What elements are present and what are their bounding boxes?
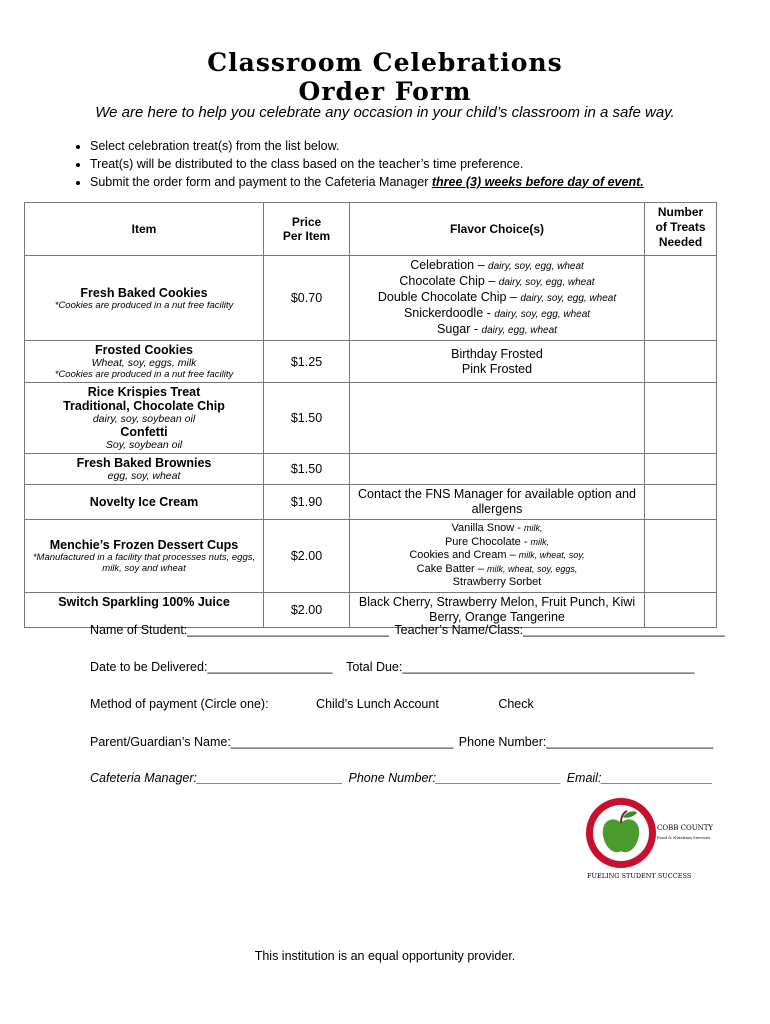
item-name: Rice Krispies Treat [87, 385, 201, 399]
flavor-allergens: dairy, soy, egg, wheat [498, 277, 595, 288]
flavor-allergens: milk, wheat, soy, eggs, [486, 563, 578, 574]
flavor-option [353, 563, 641, 577]
item-note: *Manufactured in a facility that processes nuts, eggs, milk, soy and wheat [32, 551, 256, 574]
price-cell: $2.00 [264, 520, 350, 593]
header-num-l2: of Treats [655, 220, 706, 234]
date-label: Date to be Delivered: [90, 660, 208, 674]
item-name: Confetti [120, 425, 168, 439]
item-name: Fresh Baked Cookies [80, 285, 208, 300]
flavor-name: Chocolate Chip – [399, 274, 499, 288]
parent-name-field[interactable]: ________________________________ [230, 735, 454, 749]
item-cell [25, 454, 264, 485]
header-number [645, 203, 717, 256]
teacher-label: Teacher’s Name/Class: [394, 623, 524, 637]
item-allergens: egg, soy, wheat [107, 470, 181, 482]
logo-subname: Food & Nutrition Services [657, 835, 711, 840]
header-flavor: Flavor Choice(s) [350, 203, 645, 256]
item-cell [25, 592, 264, 627]
flavor-cell [350, 256, 645, 341]
flavor-option: Pink Frosted [461, 361, 533, 376]
flavor-allergens: dairy, soy, egg, wheat [494, 309, 591, 320]
payment-label: Method of payment (Circle one): [90, 697, 269, 711]
quantity-cell[interactable] [645, 520, 717, 593]
parent-phone-field[interactable]: ________________________ [546, 735, 714, 749]
flavor-option [353, 549, 641, 563]
deadline-text: three (3) weeks before day of event. [431, 175, 644, 189]
flavor-option [353, 306, 641, 322]
flavor-name: Cake Batter – [416, 562, 487, 575]
form-subtitle: We are here to help you celebrate any occasion in your child’s classroom in a safe way. [95, 104, 675, 121]
flavor-name: Cookies and Cream – [409, 549, 519, 561]
quantity-cell[interactable] [645, 454, 717, 485]
instructions-list [50, 137, 644, 191]
footer-statement: This institution is an equal opportunity provider. [254, 949, 516, 963]
header-num-l1: Number [657, 205, 704, 219]
total-due-field[interactable]: __________________________________________ [402, 660, 695, 674]
logo-name: COBB COUNTY [657, 824, 713, 832]
flavor-name: Snickerdoodle - [403, 306, 495, 320]
flavor-allergens: milk, [524, 523, 543, 533]
phone-label: Phone Number: [458, 735, 547, 749]
item-name: Menchie’s Frozen Dessert Cups [49, 537, 239, 552]
flavor-option [353, 258, 641, 274]
apple-logo-icon [583, 795, 713, 885]
email-field[interactable]: ________________ [601, 771, 713, 785]
total-label: Total Due: [346, 660, 403, 674]
flavor-cell [350, 520, 645, 593]
flavor-option [353, 322, 641, 338]
logo-tagline: FUELING STUDENT SUCCESS [587, 872, 692, 880]
quantity-cell[interactable] [645, 383, 717, 454]
manager-phone-label: Phone Number: [348, 771, 437, 785]
flavor-cell [350, 341, 645, 383]
flavor-allergens: dairy, soy, egg, wheat [488, 261, 584, 272]
flavor-option: Birthday Frosted [451, 346, 543, 361]
item-allergens: Wheat, soy, eggs, milk [91, 357, 197, 369]
flavor-name: Celebration – [410, 258, 489, 272]
flavor-name: Vanilla Snow - [451, 522, 525, 534]
flavor-option [353, 576, 641, 590]
instruction-item [90, 173, 644, 191]
item-cell [25, 383, 264, 454]
flavor-option [353, 536, 641, 550]
flavor-cell: Black Cherry, Strawberry Melon, Fruit Punch, Kiwi Berry, Orange Tangerine [350, 592, 645, 627]
item-name: Frosted Cookies [95, 343, 193, 357]
instruction-item: • Treat(s) will be distributed to the class based on the teacher’s time preference. [90, 155, 644, 173]
student-teacher-line [90, 623, 725, 637]
item-note: *Cookies are produced in a nut free facility [54, 299, 234, 311]
table-row [25, 520, 717, 593]
table-row [25, 592, 717, 627]
item-allergens: Soy, soybean oil [105, 439, 183, 451]
item-name: Novelty Ice Cream [89, 495, 199, 509]
parent-label: Parent/Guardian’s Name: [90, 735, 231, 749]
price-cell: $1.25 [264, 341, 350, 383]
flavor-allergens: milk, [530, 536, 550, 547]
flavor-name: Pure Chocolate - [444, 535, 531, 548]
payment-option-check[interactable]: Check [498, 697, 534, 711]
table-row [25, 341, 717, 383]
header-price-l2: Per Item [282, 229, 331, 243]
item-note: *Cookies are produced in a nut free facility [54, 369, 234, 380]
price-cell: $2.00 [264, 592, 350, 627]
form-title-line1: Classroom Celebrations [207, 48, 563, 77]
flavor-allergens: milk, wheat, soy, [518, 550, 585, 560]
header-price-l1: Price [291, 215, 322, 229]
item-name: Fresh Baked Brownies [76, 456, 212, 470]
quantity-cell[interactable] [645, 485, 717, 520]
payment-option-lunch-account[interactable]: Child’s Lunch Account [316, 697, 439, 711]
price-cell: $1.90 [264, 485, 350, 520]
manager-line [90, 771, 713, 785]
item-cell [25, 341, 264, 383]
flavor-name: Double Chocolate Chip – [377, 290, 521, 304]
payment-line [90, 697, 534, 711]
teacher-name-field[interactable]: _____________________________ [523, 623, 725, 637]
flavor-cell: Contact the FNS Manager for available option and allergens [350, 485, 645, 520]
parent-phone-line [90, 735, 713, 749]
manager-name-field[interactable]: _____________________ [197, 771, 344, 785]
table-row [25, 256, 717, 341]
header-item: Item [25, 203, 264, 256]
district-logo [583, 795, 713, 885]
form-title-line2: Order Form [298, 77, 472, 106]
manager-phone-field[interactable]: __________________ [436, 771, 562, 785]
flavor-allergens: dairy, egg, wheat [481, 325, 557, 336]
price-cell: $1.50 [264, 454, 350, 485]
treats-table [24, 202, 717, 628]
quantity-cell[interactable] [645, 256, 717, 341]
student-name-field[interactable]: _____________________________ [187, 623, 389, 637]
item-allergens: dairy, soy, soybean oil [92, 413, 196, 425]
flavor-cell [350, 383, 645, 454]
header-price [264, 203, 350, 256]
manager-label: Cafeteria Manager: [90, 771, 198, 785]
quantity-cell[interactable] [645, 341, 717, 383]
price-cell: $0.70 [264, 256, 350, 341]
student-label: Name of Student: [90, 623, 188, 637]
delivery-date-field[interactable]: __________________ [207, 660, 333, 674]
flavor-option [353, 274, 641, 290]
email-label: Email: [566, 771, 602, 785]
flavor-allergens: dairy, soy, egg, wheat [520, 293, 617, 304]
item-cell [25, 256, 264, 341]
flavor-cell [350, 454, 645, 485]
price-cell: $1.50 [264, 383, 350, 454]
header-num-l3: Needed [658, 235, 703, 249]
item-name: Switch Sparkling 100% Juice [58, 594, 230, 609]
item-cell [25, 485, 264, 520]
date-total-line [90, 660, 694, 674]
instruction-text: Submit the order form and payment to the Cafeteria Manager [90, 175, 432, 189]
table-row [25, 383, 717, 454]
quantity-cell[interactable] [645, 592, 717, 627]
flavor-name: Strawberry Sorbet [452, 576, 542, 588]
flavor-name: Sugar - [437, 322, 482, 336]
item-name: Traditional, Chocolate Chip [63, 399, 225, 413]
flavor-option [353, 290, 641, 306]
instruction-item: • Select celebration treat(s) from the list below. [90, 137, 644, 155]
item-cell [25, 520, 264, 593]
table-row [25, 454, 717, 485]
table-row [25, 485, 717, 520]
flavor-option [353, 522, 641, 536]
